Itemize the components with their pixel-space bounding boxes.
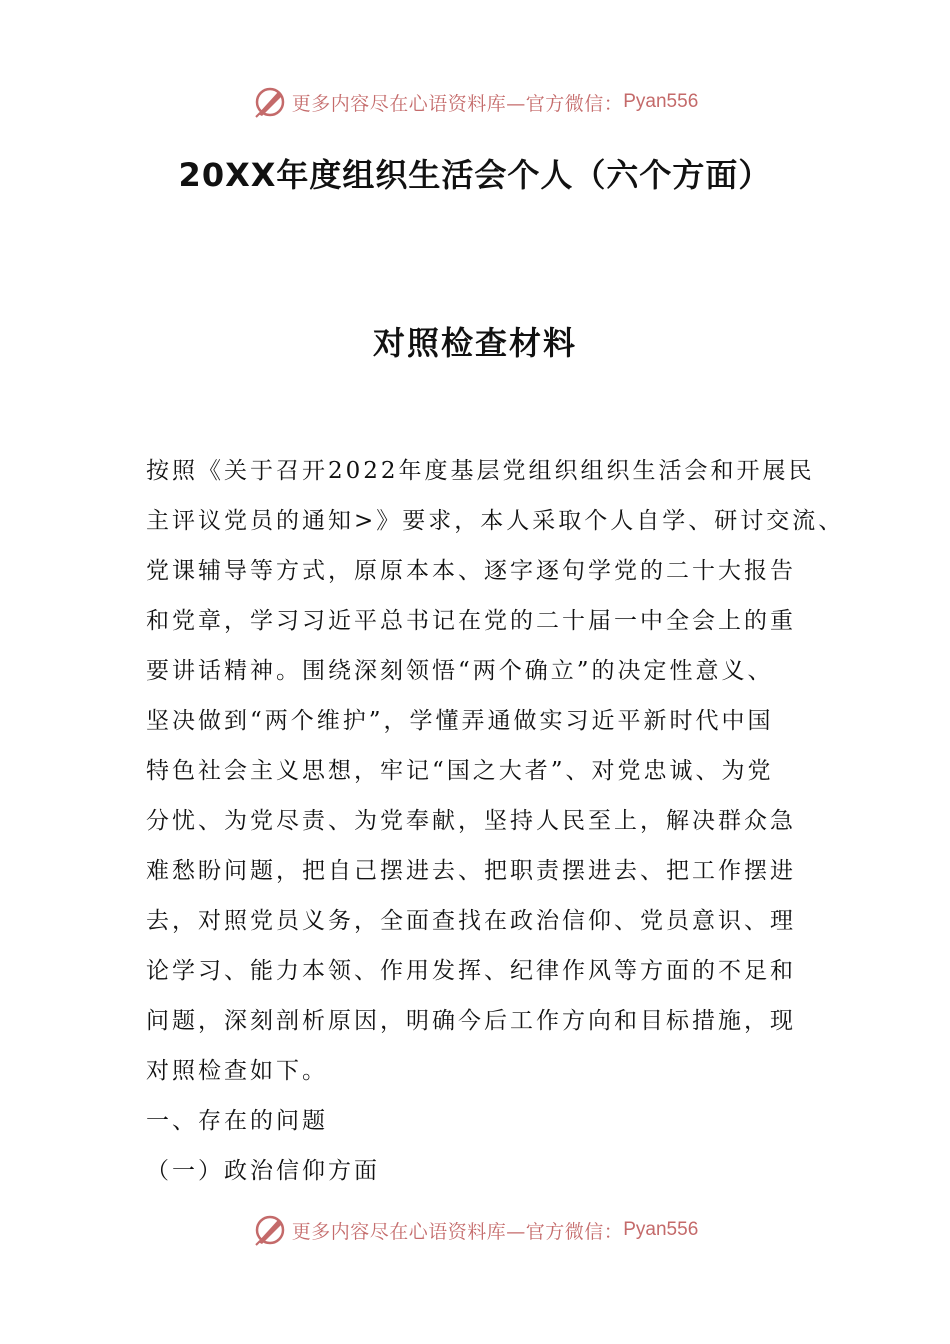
body-line: 分忧、为党尽责、为党奉献，坚持人民至上，解决群众急 [146,808,796,834]
body-line: 主评议党员的通知>》要求，本人采取个人自学、研讨交流、 [146,508,845,534]
footer-watermark [0,1212,950,1248]
body-text [146,446,845,1196]
body-line: 问题，深刻剖析原因，明确今后工作方向和目标措施，现 [146,1008,796,1034]
body-line: 特色社会主义思想，牢记“国之大者”、对党忠诚、为党 [146,758,774,784]
body-line: 难愁盼问题，把自己摆进去、把职责摆进去、把工作摆进 [146,858,796,884]
body-line: 对照检查如下。 [146,1058,328,1084]
section-heading: 一、存在的问题 [146,1108,328,1134]
body-line: 论学习、能力本领、作用发挥、纪律作风等方面的不足和 [146,958,796,984]
watermark-wechat-id: Pyan556 [623,1219,699,1240]
pen-logo-icon [252,1212,288,1248]
subsection-heading: （一）政治信仰方面 [146,1158,380,1184]
body-line: 党课辅导等方式，原原本本、逐字逐句学党的二十大报告 [146,558,796,584]
watermark-text: 更多内容尽在心语资料库—官方微信： [291,1220,624,1243]
body-line: 去，对照党员义务，全面查找在政治信仰、党员意识、理 [146,908,796,934]
pen-logo-icon [252,84,288,120]
watermark-text: 更多内容尽在心语资料库—官方微信： [291,92,624,115]
body-line: 坚决做到“两个维护”，学懂弄通做实习近平新时代中国 [146,708,774,734]
document-title-line-2: 对照检查材料 [372,324,577,362]
body-line: 和党章，学习习近平总书记在党的二十届一中全会上的重 [146,608,796,634]
watermark-wechat-id: Pyan556 [623,91,699,112]
body-line: 要讲话精神。围绕深刻领悟“两个确立”的决定性意义、 [146,658,774,684]
body-line: 按照《关于召开2022年度基层党组织组织生活会和开展民 [146,458,815,484]
header-watermark [0,84,950,120]
document-title-line-1: 20XX年度组织生活会个人（六个方面） [178,156,772,194]
